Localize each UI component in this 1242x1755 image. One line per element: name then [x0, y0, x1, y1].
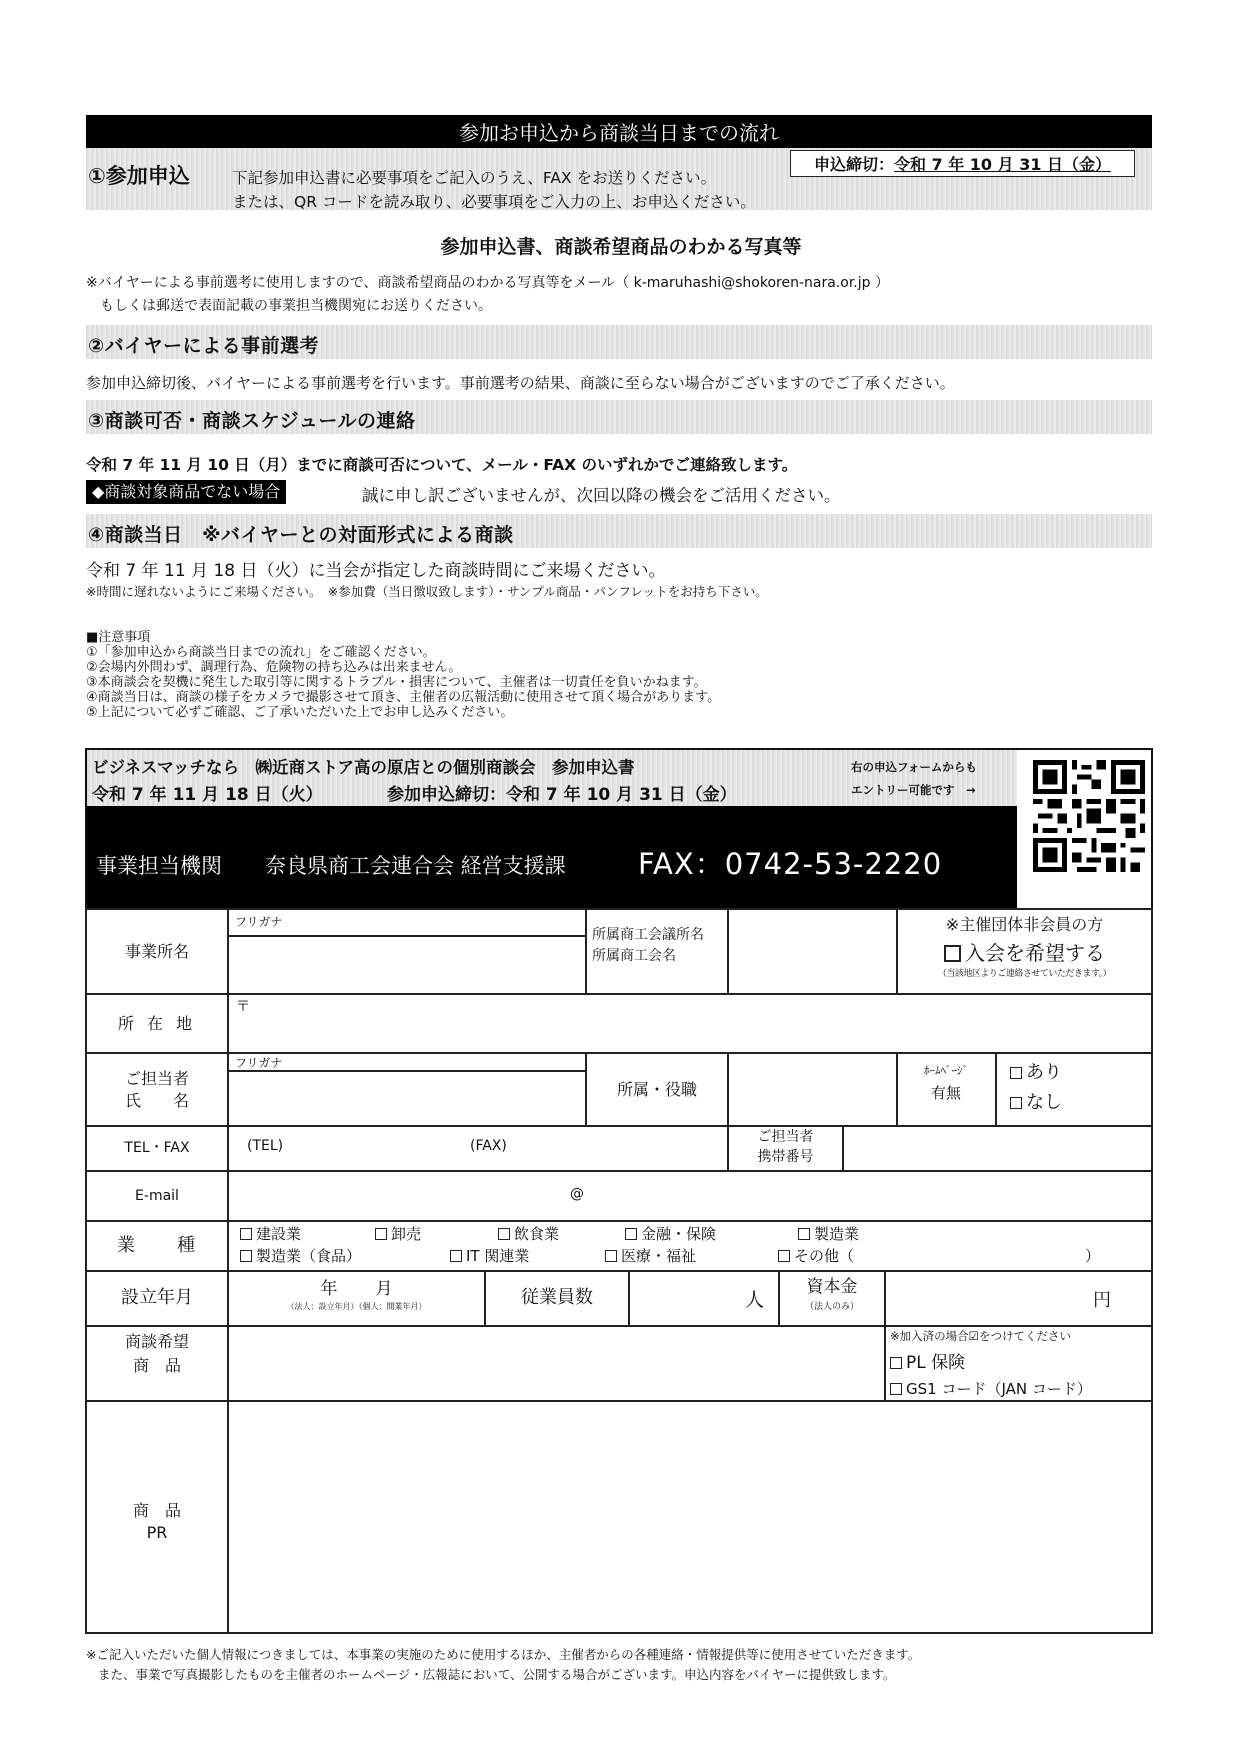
email-at: @: [570, 1186, 584, 1202]
tel-label: (TEL): [247, 1138, 284, 1154]
contact-furigana-input[interactable]: [300, 1054, 585, 1070]
step1-line2: または、QR コードを読み取り、必要事項をご入力の上、お申込ください。: [232, 193, 756, 211]
postal-mark: 〒: [236, 999, 250, 1015]
business-furigana-input[interactable]: [300, 910, 585, 935]
capital-label: 資本金 （法人のみ）: [804, 1277, 859, 1312]
fax-label: (FAX): [470, 1138, 507, 1154]
tel-input[interactable]: [290, 1127, 465, 1170]
industry-finance[interactable]: 金融・保険: [625, 1223, 716, 1244]
homepage-no-checkbox[interactable]: [1010, 1097, 1022, 1109]
email-label: E-mail: [135, 1187, 179, 1204]
join-checkbox-box[interactable]: [944, 945, 961, 962]
products-input[interactable]: [229, 1327, 884, 1400]
notes-heading: ■注意事項: [86, 630, 151, 645]
products-label: 商談希望 商 品: [124, 1332, 189, 1375]
form-date: 令和 7 年 11 月 18 日（火）: [92, 785, 323, 805]
industry-medical[interactable]: 医療・福祉: [605, 1245, 696, 1266]
not-eligible-note: 誠に申し訳ございませんが、次回以降の機会をご活用ください。: [362, 486, 841, 505]
industry-construction[interactable]: 建設業: [240, 1223, 301, 1244]
pr-input[interactable]: [229, 1402, 1151, 1632]
step3-heading: ③商談可否・商談スケジュールの連絡: [88, 410, 416, 432]
footer-line-2: また、事業で写真撮影したものを主催者のホームページ・広報誌において、公開する場合がございます。申込内容をバイヤーに提供致します。: [98, 1667, 896, 1682]
chamber-input[interactable]: [729, 910, 895, 993]
note-item-3: ③本商談会を契機に発生した取引等に関するトラブル・損害について、主催者は一切責任を負いかねます。: [86, 675, 707, 690]
qr-code-icon: [1028, 755, 1150, 877]
note-item-5: ⑤上記について必ずご確認、ご了承いただいた上でお申し込みください。: [86, 705, 514, 720]
business-name-input[interactable]: [229, 937, 585, 993]
pr-label: 商 品 PR: [132, 1501, 181, 1542]
deadline-value: 令和 7 年 10 月 31 日（金）: [893, 155, 1112, 174]
form-deadline: 参加申込締切：令和 7 年 10 月 31 日（金）: [387, 785, 737, 805]
capital-input[interactable]: 円: [1093, 1290, 1111, 1311]
insurance-box: ※加入済の場合☑をつけてください PL 保険 GS1 コード（JAN コード）: [890, 1328, 1150, 1399]
step2-body: 参加申込締切後、バイヤーによる事前選考を行います。事前選考の結果、商談に至らない場合がございますのでご了承ください。: [86, 374, 955, 392]
agency-label: 事業担当機関: [96, 854, 222, 878]
fax-input[interactable]: [518, 1127, 726, 1170]
contact-name-label: ご担当者 氏 名: [124, 1068, 189, 1110]
qr-code[interactable]: [1028, 755, 1150, 877]
contact-furigana-label: フリガナ: [235, 1056, 283, 1070]
address-label: 所 在 地: [117, 1013, 197, 1033]
step1-heading: ①参加申込: [88, 164, 190, 188]
qr-note-1: 右の申込フォームからも: [851, 760, 977, 774]
industry-food-manufacturing[interactable]: 製造業（食品）: [240, 1245, 361, 1266]
business-furigana-label: フリガナ: [235, 915, 283, 929]
homepage-no-option[interactable]: なし: [1010, 1088, 1062, 1114]
homepage-yes-checkbox[interactable]: [1010, 1067, 1022, 1079]
industry-wholesale[interactable]: 卸売: [375, 1223, 421, 1244]
step4-body: 令和 7 年 11 月 18 日（火）に当会が指定した商談時間にご来場ください。: [86, 561, 666, 581]
step1-line1: 下記参加申込書に必要事項をご記入のうえ、FAX をお送りください。: [232, 169, 717, 187]
note-item-2: ②会場内外問わず、調理行為、危険物の持ち込みは出来ません。: [86, 660, 462, 675]
industry-label: 業 種: [117, 1234, 197, 1256]
established-label: 設立年月: [121, 1287, 193, 1309]
homepage-label: ﾎｰﾑﾍﾟｰｼﾞ 有無: [924, 1064, 968, 1102]
footer-line-1: ※ご記入いただいた個人情報につきましては、本事業の実施のために使用するほか、主催者からの各種連絡・情報提供等に使用させていただきます。: [86, 1647, 921, 1662]
pl-insurance-checkbox[interactable]: [890, 1357, 902, 1369]
photos-line2: もしくは郵送で表面記載の事業担当機関宛にお送りください。: [100, 298, 492, 314]
photos-heading: 参加申込書、商談希望商品のわかる写真等: [440, 236, 802, 258]
agency-name: 奈良県商工会連合会 経営支援課: [265, 854, 566, 878]
homepage-yes-option[interactable]: あり: [1010, 1058, 1062, 1084]
note-item-1: ①「参加申込から商談当日までの流れ」をご確認ください。: [86, 645, 436, 660]
chamber-label: 所属商工会議所名 所属商工会名: [592, 927, 704, 964]
industry-it[interactable]: IT 関連業: [450, 1245, 529, 1266]
industry-other-close: ）: [1085, 1247, 1101, 1265]
gs1-code-option[interactable]: GS1 コード（JAN コード）: [890, 1378, 1150, 1399]
note-item-4: ④商談当日は、商談の様子をカメラで撮影させて頂き、主催者の広報活動に使用させて頂く場合があります。: [86, 690, 721, 705]
pl-insurance-option[interactable]: PL 保険: [890, 1348, 1150, 1373]
step2-heading: ②バイヤーによる事前選考: [88, 335, 320, 357]
telfax-label: TEL・FAX: [124, 1140, 190, 1157]
contact-name-input[interactable]: [229, 1072, 585, 1125]
industry-manufacturing[interactable]: 製造業: [798, 1223, 859, 1244]
step3-body: 令和 7 年 11 月 10 日（月）までに商談可否について、メール・FAX のいずれかでご連絡致します。: [86, 456, 798, 474]
address-input[interactable]: [229, 995, 1151, 1052]
agency-fax: FAX：0742-53-2220: [638, 847, 943, 881]
business-name-label: 事業所名: [124, 941, 189, 961]
dept-label: 所属・役職: [616, 1079, 697, 1099]
email-input[interactable]: [229, 1172, 1151, 1220]
employees-label: 従業員数: [521, 1287, 593, 1309]
deadline-box: [790, 150, 1135, 177]
industry-other-input[interactable]: [870, 1245, 1080, 1265]
form-title: ビジネスマッチなら ㈱近商ストア高の原店との個別商談会 参加申込書: [92, 758, 635, 777]
deadline-label: 申込締切：: [813, 155, 894, 174]
industry-restaurant[interactable]: 飲食業: [498, 1223, 559, 1244]
dept-input[interactable]: [729, 1054, 895, 1125]
not-eligible-badge: ◆商談対象商品でない場合: [86, 480, 286, 504]
membership-box: ※主催団体非会員の方 入会を希望する （当該地区よりご連絡させていただきます。）: [898, 912, 1151, 979]
step4-note: ※時間に遅れないようにご来場ください。 ※参加費（当日徴収致します）・サンプル商品・パンフレットをお持ち下さい。: [86, 584, 768, 599]
step4-heading: ④商談当日 ※バイヤーとの対面形式による商談: [88, 524, 514, 546]
established-input[interactable]: 年 月 （法人：設立年月）（個人：開業年月）: [286, 1279, 427, 1311]
mobile-label: ご担当者 携帯番号: [757, 1129, 814, 1165]
flow-title-bar: [86, 115, 1152, 148]
join-checkbox[interactable]: 入会を希望する: [898, 937, 1151, 966]
industry-other[interactable]: その他（: [778, 1245, 854, 1266]
qr-note-2: エントリー可能です →: [851, 783, 976, 797]
employees-input[interactable]: 人: [744, 1289, 764, 1311]
mobile-input[interactable]: [844, 1127, 1151, 1170]
gs1-code-checkbox[interactable]: [890, 1383, 902, 1395]
photos-line1: ※バイヤーによる事前選考に使用しますので、商談希望商品のわかる写真等をメール（ k-maruhashi@shokoren-nara.or.jp ）: [86, 275, 889, 291]
flow-title: 参加お申込から商談当日までの流れ: [459, 121, 779, 145]
